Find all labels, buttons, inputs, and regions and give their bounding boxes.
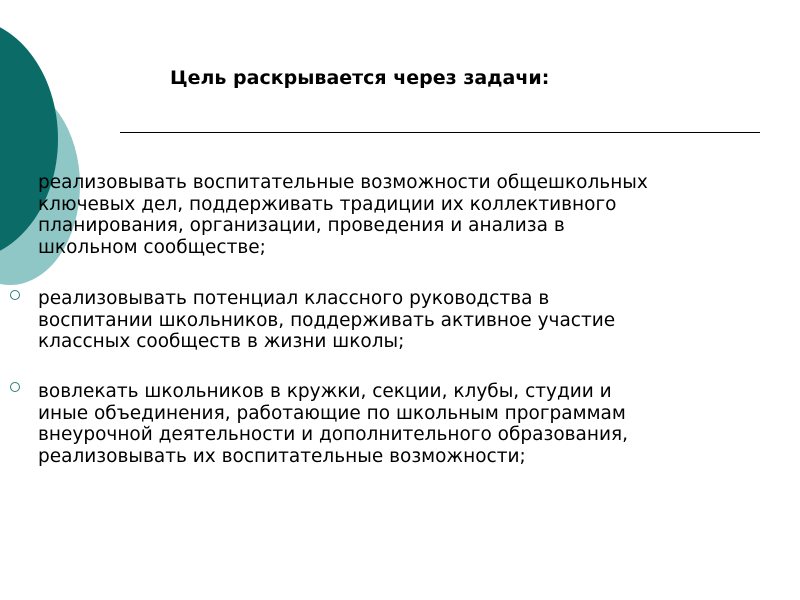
list-item-3: вовлекать школьников в кружки, секции, клубы, студии и иные объединения, работающие по школьным программам внеурочной деятельности и дополнительного образования, реализовывать их воспитательные возможности; — [38, 381, 629, 467]
slide-title: Цель раскрывается через задачи: — [170, 67, 550, 89]
circle-bullet-icon — [10, 290, 20, 300]
list-item-2: реализовывать потенциал классного руководства в воспитании школьников, поддерживать активное участие классных сообществ в жизни школы; — [38, 288, 616, 352]
list-item-1: реализовывать воспитательные возможности общешкольных ключевых дел, поддерживать традиции их коллективного планирования, организации, проведения и анализа в школьном сообществе; — [38, 172, 648, 258]
circle-bullet-icon — [10, 382, 20, 392]
title-divider — [120, 132, 760, 133]
